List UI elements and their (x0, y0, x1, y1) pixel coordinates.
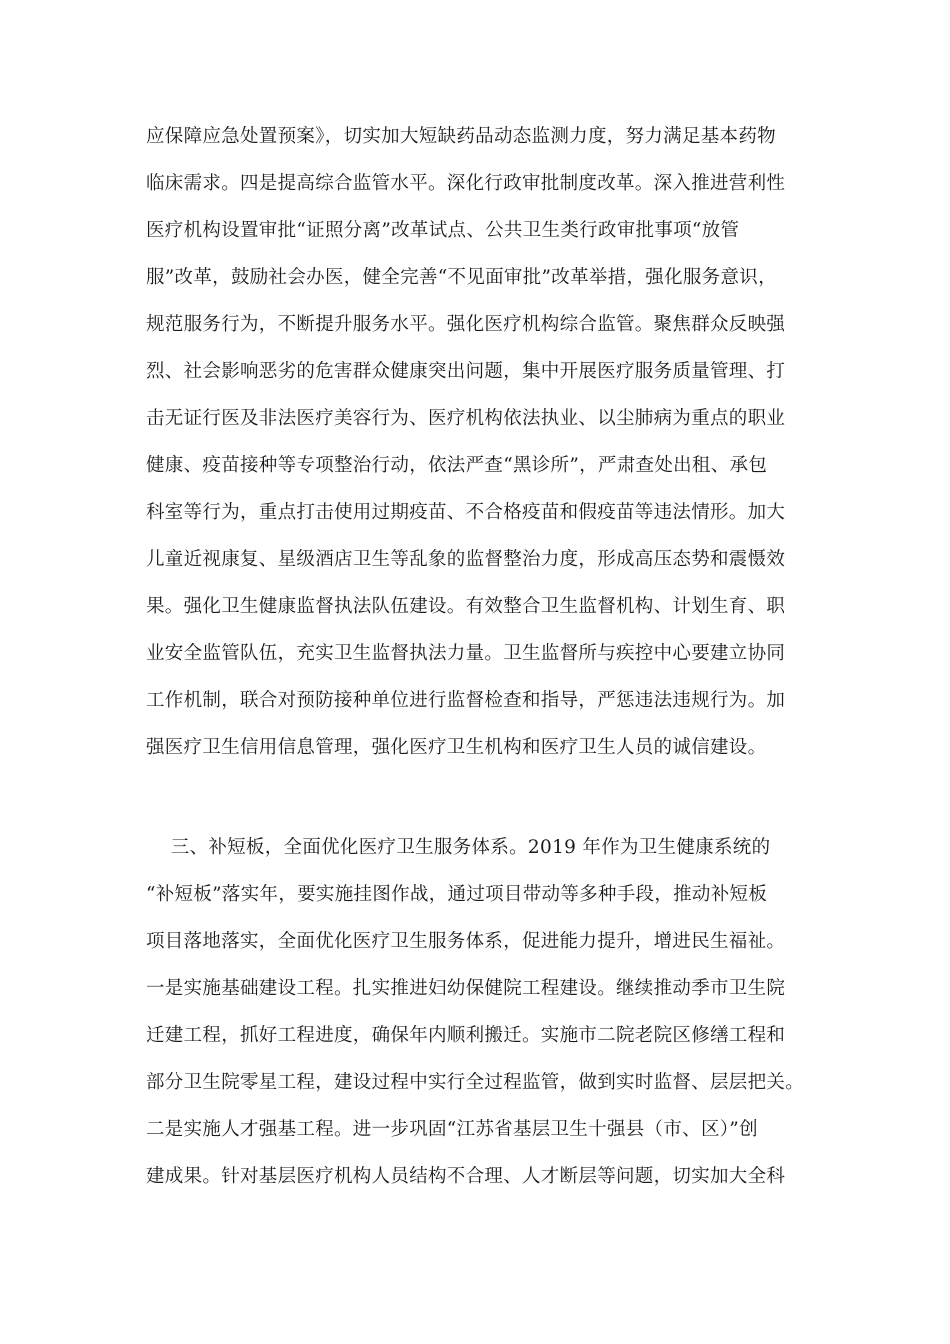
text-line: 医疗机构设置审批“证照分离”改革试点、公共卫生类行政审批事项“放管 (146, 220, 740, 241)
text-line: 临床需求。四是提高综合监管水平。深化行政审批制度改革。深入推进营利性 (146, 173, 786, 194)
text-line: 强医疗卫生信用信息管理，强化医疗卫生机构和医疗卫生人员的诚信建设。 (146, 737, 767, 758)
paragraph-supervision (146, 113, 826, 771)
section-heading-line: 三、补短板，全面优化医疗卫生服务体系。2019 年作为卫生健康系统的 (146, 837, 771, 858)
text-line: 儿童近视康复、星级酒店卫生等乱象的监督整治力度，形成高压态势和震慑效 (146, 549, 786, 570)
text-line: 迁建工程，抓好工程进度，确保年内顺利搬迁。实施市二院老院区修缮工程和 (146, 1025, 786, 1046)
text-line: 项目落地落实，全面优化医疗卫生服务体系，促进能力提升，增进民生福祉。 (146, 931, 786, 952)
text-line: 二是实施人才强基工程。进一步巩固“江苏省基层卫生十强县（市、区）”创 (146, 1119, 758, 1140)
text-line: 工作机制，联合对预防接种单位进行监督检查和指导，严惩违法违规行为。加 (146, 690, 786, 711)
text-line: 规范服务行为，不断提升服务水平。强化医疗机构综合监管。聚焦群众反映强 (146, 314, 786, 335)
text-line: 科室等行为，重点打击使用过期疫苗、不合格疫苗和假疫苗等违法情形。加大 (146, 502, 786, 523)
text-line: 一是实施基础建设工程。扎实推进妇幼保健院工程建设。继续推动季市卫生院 (146, 978, 786, 999)
text-line: 应保障应急处置预案》，切实加大短缺药品动态监测力度，努力满足基本药物 (146, 126, 776, 147)
text-line: 部分卫生院零星工程，建设过程中实行全过程监管，做到实时监督、层层把关。 (146, 1072, 805, 1093)
text-line: 果。强化卫生健康监督执法队伍建设。有效整合卫生监督机构、计划生育、职 (146, 596, 786, 617)
text-line: “补短板”落实年，要实施挂图作战，通过项目带动等多种手段，推动补短板 (146, 884, 768, 905)
text-line: 建成果。针对基层医疗机构人员结构不合理、人才断层等问题，切实加大全科 (146, 1166, 786, 1187)
text-line: 烈、社会影响恶劣的危害群众健康突出问题，集中开展医疗服务质量管理、打 (146, 361, 786, 382)
text-line: 击无证行医及非法医疗美容行为、医疗机构依法执业、以尘肺病为重点的职业 (146, 408, 786, 429)
paragraph-section-three (146, 824, 826, 1200)
text-line: 健康、疫苗接种等专项整治行动，依法严查“黑诊所”，严肃查处出租、承包 (146, 455, 768, 476)
text-line: 服”改革，鼓励社会办医，健全完善“不见面审批”改革举措，强化服务意识， (146, 267, 777, 288)
text-line: 业安全监管队伍，充实卫生监督执法力量。卫生监督所与疾控中心要建立协同 (146, 643, 786, 664)
